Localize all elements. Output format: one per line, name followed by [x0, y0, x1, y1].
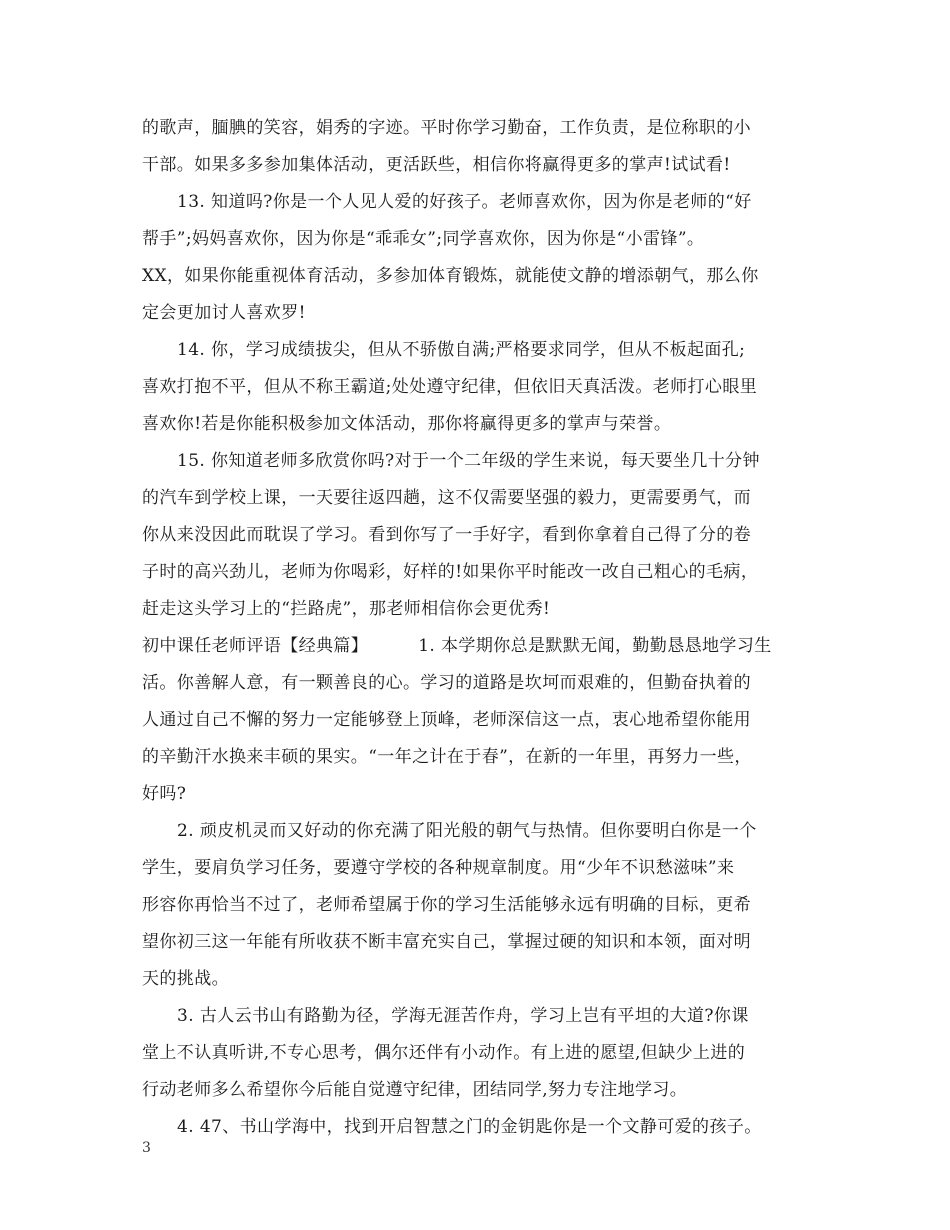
text-line: 2. 顽皮机灵而又好动的你充满了阳光般的朝气与热情。但你要明白你是一个 [177, 821, 757, 841]
paragraphs-after-heading [142, 665, 812, 1146]
text-line: 喜欢你!若是你能积极参加文体活动，那你将赢得更多的掌声与荣誉。 [142, 414, 672, 434]
text-line: 形容你再恰当不过了，老师希望属于你的学习生活能够永远有明确的目标，更希 [142, 895, 751, 915]
text-line: XX，如果你能重视体育活动，多参加体育锻炼，就能使文静的增添朝气，那么你 [142, 266, 759, 286]
text-line: 你从来没因此而耽误了学习。看到你写了一手好字，看到你拿着自己得了分的卷 [142, 525, 751, 545]
paragraphs-before-heading [142, 110, 812, 628]
text-line: 15. 你知道老师多欣赏你吗?对于一个二年级的学生来说，每天要坐几十分钟 [177, 451, 760, 471]
text-line: 的歌声，腼腆的笑容，娟秀的字迹。平时你学习勤奋，工作负责，是位称职的小 [142, 118, 751, 138]
text-line: 活。你善解人意，有一颗善良的心。学习的道路是坎坷而艰难的，但勤奋执着的 [142, 673, 751, 693]
text-line: 的汽车到学校上课，一天要往返四趟，这不仅需要坚强的毅力，更需要勇气，而 [142, 488, 751, 508]
text-line: 的辛勤汗水换来丰硕的果实。“一年之计在于春”，在新的一年里，再努力一些， [142, 747, 752, 767]
document-body [142, 110, 812, 1146]
text-line: 定会更加讨人喜欢罗! [142, 303, 306, 323]
text-line: 学生，要肩负学习任务，要遵守学校的各种规章制度。用“少年不识愁滋味”来 [142, 858, 735, 878]
text-line: 赶走这头学习上的“拦路虎”，那老师相信你会更优秀! [142, 599, 551, 619]
text-line: 干部。如果多多参加集体活动，更活跃些，相信你将赢得更多的掌声!试试看! [142, 155, 731, 175]
text-line: 行动老师多么希望你今后能自觉遵守纪律，团结同学,努力专注地学习。 [142, 1080, 688, 1100]
heading-tail-text: 1. 本学期你总是默默无闻，勤勤恳恳地学习生 [418, 636, 772, 656]
text-line: 人通过自己不懈的努力一定能够登上顶峰，老师深信这一点，衷心地希望你能用 [142, 710, 751, 730]
text-line: 堂上不认真听讲,不专心思考，偶尔还伴有小动作。有上进的愿望,但缺少上进的 [142, 1043, 746, 1063]
heading-line [142, 628, 812, 665]
text-line: 好吗? [142, 784, 187, 804]
text-line: 子时的高兴劲儿，老师为你喝彩，好样的!如果你平时能改一改自己粗心的毛病， [142, 562, 759, 582]
section-heading: 初中课任老师评语【经典篇】 [142, 636, 369, 656]
text-line: 13. 知道吗?你是一个人见人爱的好孩子。老师喜欢你，因为你是老师的“好 [177, 192, 752, 212]
text-line: 喜欢打抱不平，但从不称王霸道;处处遵守纪律，但依旧天真活泼。老师打心眼里 [142, 377, 758, 397]
page-number: 3 [142, 1140, 151, 1156]
text-line: 14. 你，学习成绩拔尖，但从不骄傲自满;严格要求同学，但从不板起面孔; [177, 340, 746, 360]
text-line: 3. 古人云书山有路勤为径，学海无涯苦作舟，学习上岂有平坦的大道?你课 [177, 1006, 749, 1026]
text-line: 天的挑战。 [142, 969, 229, 989]
text-line: 望你初三这一年能有所收获不断丰富充实自己，掌握过硬的知识和本领，面对明 [142, 932, 751, 952]
text-line: 4. 47、书山学海中，找到开启智慧之门的金钥匙你是一个文静可爱的孩子。 [177, 1117, 762, 1137]
text-line: 帮手”;妈妈喜欢你，因为你是“乖乖女”;同学喜欢你，因为你是“小雷锋”。 [142, 229, 705, 249]
